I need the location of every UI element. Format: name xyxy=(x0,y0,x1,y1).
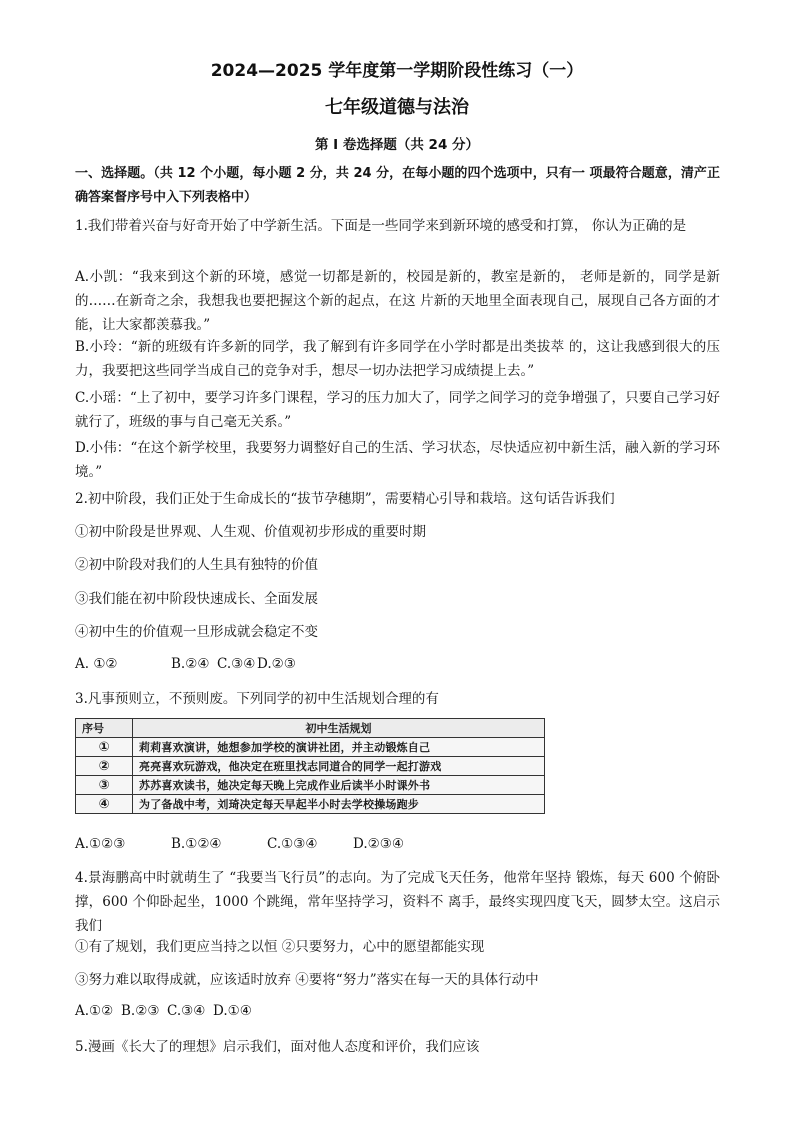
q2-statement-2: ②初中阶段对我们的人生具有独特的价值 xyxy=(75,557,318,573)
section-title: 第 I 卷选择题（共 24 分） xyxy=(314,137,480,153)
subject-title: 七年级道德与法治 xyxy=(325,97,469,118)
table-row xyxy=(76,795,545,814)
q3-option-d: D.②③④ xyxy=(353,836,404,852)
table-cell-number: ③ xyxy=(76,776,133,795)
table-header-plan: 初中生活规划 xyxy=(133,719,545,738)
q4-statements-1-2: ①有了规划，我们更应当持之以恒 ②只要努力，心中的愿望都能实现 xyxy=(75,939,485,955)
q3-option-a: A.①②③ xyxy=(75,836,126,852)
q4-statements-3-4: ③努力难以取得成就，应该适时放弃 ④要将“努力”落实在每一天的具体行动中 xyxy=(75,972,539,988)
q4-option-b: B.②③ xyxy=(121,1003,160,1019)
q2-option-a: A. ①② xyxy=(75,656,118,672)
q2-option-c: C.③④ xyxy=(217,656,256,672)
q2-option-d: D.②③ xyxy=(257,656,296,672)
table-cell-number: ① xyxy=(76,738,133,757)
q5-stem: 5.漫画《长大了的理想》启示我们，面对他人态度和评价，我们应该 xyxy=(75,1039,480,1055)
table-cell-plan: 亮亮喜欢玩游戏，他决定在班里找志同道合的同学一起打游戏 xyxy=(133,757,545,776)
q4-option-d: D.①④ xyxy=(213,1003,252,1019)
table-cell-number: ④ xyxy=(76,795,133,814)
q3-option-b: B.①②④ xyxy=(171,836,222,852)
table-row xyxy=(76,757,545,776)
q3-stem: 3.凡事预则立，不预则废。下列同学的初中生活规划合理的有 xyxy=(75,691,439,707)
q4-stem: 4.景海鹏高中时就萌生了 “我要当飞行员”的志向。为了完成飞天任务，他常年坚持 锻炼，每天 600 个俯卧撑，600 个仰卧起坐，1000 个跳绳，常年坚持学习，资料不 离手，最终实现四度飞天，圆梦太空。这启示我们 xyxy=(75,870,720,934)
table-cell-plan: 为了备战中考，刘琦决定每天早起半小时去学校操场跑步 xyxy=(133,795,545,814)
q2-statement-4: ④初中生的价值观一旦形成就会稳定不变 xyxy=(75,624,318,640)
q2-options xyxy=(75,656,296,672)
q1-option-a: A.小凯：“我来到这个新的环境，感觉一切都是新的，校园是新的，教室是新的， 老师是新的，同学是新的……在新奇之余，我想我也要把握这个新的起点，在这 片新的天地里全面表现自己，展现自己各方面的才能，让大家都羡慕我。” xyxy=(75,269,720,333)
table-row xyxy=(76,738,545,757)
q2-stem: 2.初中阶段，我们正处于生命成长的“拔节孕穗期”，需要精心引导和栽培。这句话告诉我们 xyxy=(75,491,615,507)
q4-options xyxy=(75,1003,252,1019)
q4-option-a: A.①② xyxy=(75,1003,114,1019)
q2-statement-1: ①初中阶段是世界观、人生观、价值观初步形成的重要时期 xyxy=(75,524,426,540)
table-header-row xyxy=(76,719,545,738)
table-row xyxy=(76,776,545,795)
q1-option-d: D.小伟：“在这个新学校里，我要努力调整好自己的生活、学习状态，尽快适应初中新生活，融入新的学习环境。” xyxy=(75,440,720,480)
q4-option-c: C.③④ xyxy=(167,1003,206,1019)
q1-option-b: B.小玲：“新的班级有许多新的同学，我了解到有许多同学在小学时都是出类拔萃 的，这让我感到很大的压力，我要把这些同学当成自己的竞争对手，想尽一切办法把学习成绩提上去。” xyxy=(75,339,720,379)
table-cell-plan: 苏苏喜欢读书，她决定每天晚上完成作业后读半小时课外书 xyxy=(133,776,545,795)
exam-title: 2024—2025 学年度第一学期阶段性练习（一） xyxy=(210,61,584,81)
q3-option-c: C.①③④ xyxy=(267,836,318,852)
planning-table xyxy=(75,718,545,814)
table-cell-plan: 莉莉喜欢演讲，她想参加学校的演讲社团，并主动锻炼自己 xyxy=(133,738,545,757)
q1-option-c: C.小瑶：“上了初中，要学习许多门课程，学习的压力加大了，同学之间学习的竞争增强了，只要自己学习好就行了，班级的事与自己毫无关系。” xyxy=(75,390,720,430)
q1-stem: 1.我们带着兴奋与好奇开始了中学新生活。下面是一些同学来到新环境的感受和打算， 你认为正确的是 xyxy=(75,218,687,234)
instructions: 一、选择题。（共 12 个小题，每小题 2 分，共 24 分，在每小题的四个选项中，只有一 项最符合题意，清产正确答案督序号中入下列表格中） xyxy=(75,166,720,205)
table-header-number: 序号 xyxy=(76,719,133,738)
q2-statement-3: ③我们能在初中阶段快速成长、全面发展 xyxy=(75,591,318,607)
q3-options xyxy=(75,836,404,852)
table-cell-number: ② xyxy=(76,757,133,776)
q2-option-b: B.②④ xyxy=(171,656,210,672)
